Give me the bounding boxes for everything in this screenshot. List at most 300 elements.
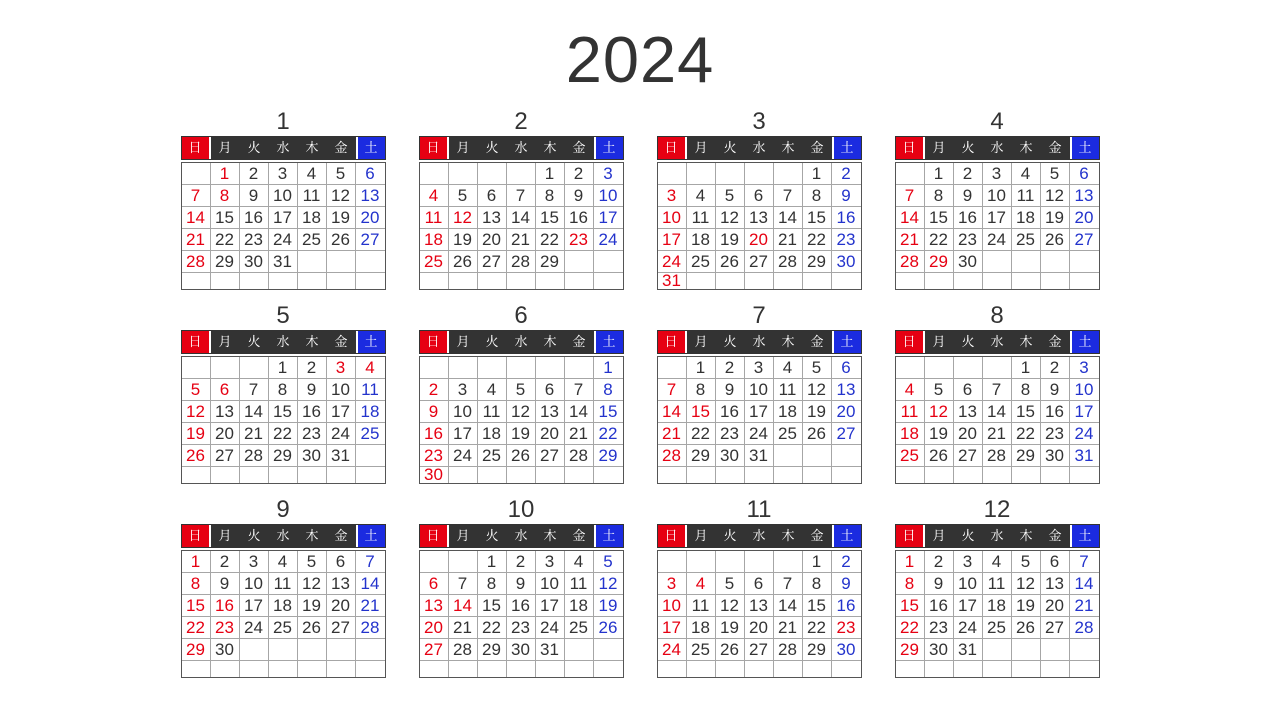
- date-cell: 23: [716, 423, 745, 445]
- date-cell: 29: [896, 639, 925, 661]
- date-cell: 11: [478, 401, 507, 423]
- date-cell: 13: [745, 207, 774, 229]
- weekday-thursday-label: 木: [1019, 528, 1033, 543]
- date-cell: 26: [925, 445, 954, 467]
- weekday-sunday-label: 日: [896, 331, 925, 353]
- weekday-saturday-label: 土: [1070, 331, 1099, 353]
- empty-cell: [687, 467, 716, 483]
- empty-cell: [594, 639, 623, 661]
- weekday-sunday-label: 日: [658, 525, 687, 547]
- date-cell: 28: [356, 617, 385, 639]
- weekday-saturday-label: 土: [594, 525, 623, 547]
- date-cell: 12: [507, 401, 536, 423]
- date-cell: 21: [774, 617, 803, 639]
- empty-cell: [478, 163, 507, 185]
- date-cell: 7: [507, 185, 536, 207]
- date-cell: 7: [1070, 551, 1099, 573]
- date-cell: 25: [687, 251, 716, 273]
- weekday-monday-label: 月: [218, 140, 232, 155]
- date-cell: 15: [269, 401, 298, 423]
- weekday-friday-label: 金: [810, 140, 824, 155]
- weekday-wednesday-label: 水: [990, 528, 1004, 543]
- date-cell: 10: [594, 185, 623, 207]
- date-cell: 8: [536, 185, 565, 207]
- date-cell: 21: [356, 595, 385, 617]
- empty-cell: [774, 661, 803, 677]
- weekday-thursday-label: 木: [305, 528, 319, 543]
- date-cell: 14: [896, 207, 925, 229]
- empty-cell: [658, 467, 687, 483]
- date-cell: 20: [327, 595, 356, 617]
- date-cell: 11: [565, 573, 594, 595]
- date-cell: 1: [1012, 357, 1041, 379]
- empty-cell: [983, 639, 1012, 661]
- weekday-saturday-label: 土: [594, 331, 623, 353]
- date-cell: 12: [594, 573, 623, 595]
- date-cell: 19: [298, 595, 327, 617]
- date-cell: 30: [716, 445, 745, 467]
- weekday-friday-label: 金: [810, 334, 824, 349]
- date-cell: 24: [536, 617, 565, 639]
- date-cell: 7: [356, 551, 385, 573]
- empty-cell: [983, 661, 1012, 677]
- empty-cell: [745, 551, 774, 573]
- date-cell: 9: [420, 401, 449, 423]
- empty-cell: [1070, 273, 1099, 289]
- weekday-header: [419, 136, 624, 160]
- date-cell: 14: [182, 207, 211, 229]
- date-cell: 24: [745, 423, 774, 445]
- weekday-thursday-label: 木: [1019, 334, 1033, 349]
- empty-cell: [774, 551, 803, 573]
- date-cell: 22: [803, 617, 832, 639]
- empty-cell: [507, 467, 536, 483]
- date-cell: 17: [745, 401, 774, 423]
- date-cell: 26: [449, 251, 478, 273]
- month-body: [419, 162, 624, 290]
- month-block: [895, 108, 1100, 290]
- empty-cell: [240, 467, 269, 483]
- weekday-wednesday-label: 水: [276, 528, 290, 543]
- empty-cell: [1041, 251, 1070, 273]
- month-title: 8: [990, 302, 1004, 329]
- empty-cell: [594, 467, 623, 483]
- date-cell: 4: [420, 185, 449, 207]
- empty-cell: [182, 357, 211, 379]
- date-cell: 5: [716, 185, 745, 207]
- date-cell: 4: [356, 357, 385, 379]
- empty-cell: [478, 273, 507, 289]
- date-cell: 14: [240, 401, 269, 423]
- date-cell: 23: [211, 617, 240, 639]
- month-body: [657, 162, 862, 290]
- date-cell: 27: [327, 617, 356, 639]
- date-cell: 27: [954, 445, 983, 467]
- month-block: [181, 496, 386, 678]
- date-cell: 23: [507, 617, 536, 639]
- date-cell: 7: [449, 573, 478, 595]
- date-cell: 17: [1070, 401, 1099, 423]
- empty-cell: [269, 273, 298, 289]
- date-cell: 17: [536, 595, 565, 617]
- date-cell: 21: [983, 423, 1012, 445]
- date-cell: 24: [658, 251, 687, 273]
- date-cell: 2: [832, 551, 861, 573]
- date-cell: 25: [774, 423, 803, 445]
- empty-cell: [954, 661, 983, 677]
- date-cell: 15: [594, 401, 623, 423]
- empty-cell: [832, 661, 861, 677]
- weekday-wednesday-label: 水: [514, 528, 528, 543]
- date-cell: 8: [594, 379, 623, 401]
- empty-cell: [983, 357, 1012, 379]
- empty-cell: [240, 273, 269, 289]
- date-cell: 21: [896, 229, 925, 251]
- month-block: [895, 302, 1100, 484]
- date-cell: 30: [420, 467, 449, 483]
- month-body: [181, 356, 386, 484]
- date-cell: 24: [954, 617, 983, 639]
- date-cell: 9: [507, 573, 536, 595]
- month-title: 3: [752, 108, 766, 135]
- date-cell: 13: [1041, 573, 1070, 595]
- weekday-header: [657, 330, 862, 354]
- date-cell: 13: [356, 185, 385, 207]
- empty-cell: [925, 467, 954, 483]
- month-title: 12: [983, 496, 1011, 523]
- empty-cell: [745, 467, 774, 483]
- empty-cell: [687, 163, 716, 185]
- date-cell: 20: [356, 207, 385, 229]
- weekday-wednesday-label: 水: [990, 140, 1004, 155]
- weekday-saturday-label: 土: [1070, 525, 1099, 547]
- date-cell: 8: [182, 573, 211, 595]
- empty-cell: [449, 661, 478, 677]
- empty-cell: [565, 661, 594, 677]
- date-cell: 4: [687, 573, 716, 595]
- date-cell: 19: [716, 229, 745, 251]
- date-cell: 13: [832, 379, 861, 401]
- weekday-sunday-label: 日: [420, 331, 449, 353]
- month-body: [181, 550, 386, 678]
- date-cell: 18: [687, 617, 716, 639]
- weekday-header: [181, 524, 386, 548]
- date-cell: 19: [449, 229, 478, 251]
- empty-cell: [687, 661, 716, 677]
- date-cell: 2: [211, 551, 240, 573]
- date-cell: 8: [269, 379, 298, 401]
- weekday-tuesday-label: 火: [247, 334, 261, 349]
- date-cell: 29: [536, 251, 565, 273]
- date-cell: 26: [327, 229, 356, 251]
- date-cell: 24: [240, 617, 269, 639]
- date-cell: 5: [298, 551, 327, 573]
- date-cell: 26: [803, 423, 832, 445]
- empty-cell: [327, 251, 356, 273]
- empty-cell: [925, 661, 954, 677]
- month-title: 1: [276, 108, 290, 135]
- date-cell: 16: [832, 207, 861, 229]
- date-cell: 25: [298, 229, 327, 251]
- empty-cell: [565, 639, 594, 661]
- date-cell: 15: [211, 207, 240, 229]
- date-cell: 19: [594, 595, 623, 617]
- date-cell: 30: [240, 251, 269, 273]
- date-cell: 15: [803, 595, 832, 617]
- date-cell: 14: [658, 401, 687, 423]
- empty-cell: [658, 551, 687, 573]
- month-body: [181, 162, 386, 290]
- weekday-sunday-label: 日: [182, 525, 211, 547]
- date-cell: 3: [745, 357, 774, 379]
- date-cell: 23: [298, 423, 327, 445]
- weekday-tuesday-label: 火: [961, 140, 975, 155]
- date-cell: 7: [896, 185, 925, 207]
- date-cell: 13: [745, 595, 774, 617]
- weekday-header: [657, 136, 862, 160]
- empty-cell: [327, 661, 356, 677]
- weekday-tuesday-label: 火: [723, 334, 737, 349]
- date-cell: 30: [1041, 445, 1070, 467]
- empty-cell: [774, 445, 803, 467]
- date-cell: 20: [745, 617, 774, 639]
- date-cell: 31: [954, 639, 983, 661]
- empty-cell: [565, 251, 594, 273]
- empty-cell: [1041, 467, 1070, 483]
- date-cell: 1: [803, 551, 832, 573]
- date-cell: 18: [565, 595, 594, 617]
- date-cell: 12: [803, 379, 832, 401]
- date-cell: 26: [716, 639, 745, 661]
- empty-cell: [896, 357, 925, 379]
- date-cell: 21: [1070, 595, 1099, 617]
- date-cell: 28: [240, 445, 269, 467]
- weekday-wednesday-label: 水: [990, 334, 1004, 349]
- date-cell: 28: [896, 251, 925, 273]
- empty-cell: [507, 273, 536, 289]
- date-cell: 6: [478, 185, 507, 207]
- date-cell: 28: [449, 639, 478, 661]
- date-cell: 29: [211, 251, 240, 273]
- empty-cell: [420, 163, 449, 185]
- date-cell: 24: [449, 445, 478, 467]
- date-cell: 2: [420, 379, 449, 401]
- weekday-saturday-label: 土: [594, 137, 623, 159]
- date-cell: 15: [896, 595, 925, 617]
- date-cell: 27: [1070, 229, 1099, 251]
- date-cell: 26: [507, 445, 536, 467]
- date-cell: 1: [269, 357, 298, 379]
- empty-cell: [832, 445, 861, 467]
- date-cell: 30: [211, 639, 240, 661]
- date-cell: 11: [687, 595, 716, 617]
- date-cell: 25: [687, 639, 716, 661]
- date-cell: 24: [269, 229, 298, 251]
- empty-cell: [896, 273, 925, 289]
- date-cell: 30: [954, 251, 983, 273]
- date-cell: 3: [983, 163, 1012, 185]
- empty-cell: [896, 467, 925, 483]
- month-block: [181, 108, 386, 290]
- date-cell: 14: [1070, 573, 1099, 595]
- date-cell: 5: [1041, 163, 1070, 185]
- date-cell: 17: [658, 229, 687, 251]
- weekday-monday-label: 月: [932, 334, 946, 349]
- date-cell: 23: [954, 229, 983, 251]
- date-cell: 11: [687, 207, 716, 229]
- date-cell: 2: [240, 163, 269, 185]
- date-cell: 28: [658, 445, 687, 467]
- weekday-thursday-label: 木: [781, 528, 795, 543]
- date-cell: 20: [536, 423, 565, 445]
- date-cell: 6: [356, 163, 385, 185]
- date-cell: 6: [1041, 551, 1070, 573]
- date-cell: 29: [478, 639, 507, 661]
- date-cell: 2: [565, 163, 594, 185]
- weekday-friday-label: 金: [572, 528, 586, 543]
- date-cell: 18: [774, 401, 803, 423]
- empty-cell: [1070, 639, 1099, 661]
- date-cell: 27: [478, 251, 507, 273]
- date-cell: 10: [536, 573, 565, 595]
- empty-cell: [594, 661, 623, 677]
- date-cell: 10: [240, 573, 269, 595]
- date-cell: 17: [240, 595, 269, 617]
- date-cell: 17: [658, 617, 687, 639]
- month-block: [657, 302, 862, 484]
- date-cell: 24: [983, 229, 1012, 251]
- date-cell: 19: [925, 423, 954, 445]
- weekday-wednesday-label: 水: [752, 334, 766, 349]
- empty-cell: [832, 273, 861, 289]
- date-cell: 27: [211, 445, 240, 467]
- date-cell: 11: [774, 379, 803, 401]
- date-cell: 9: [832, 185, 861, 207]
- empty-cell: [182, 163, 211, 185]
- date-cell: 5: [925, 379, 954, 401]
- weekday-monday-label: 月: [694, 528, 708, 543]
- date-cell: 27: [745, 639, 774, 661]
- date-cell: 21: [449, 617, 478, 639]
- weekday-monday-label: 月: [932, 140, 946, 155]
- date-cell: 14: [565, 401, 594, 423]
- date-cell: 12: [449, 207, 478, 229]
- date-cell: 28: [1070, 617, 1099, 639]
- date-cell: 15: [687, 401, 716, 423]
- date-cell: 6: [745, 573, 774, 595]
- empty-cell: [774, 163, 803, 185]
- date-cell: 16: [420, 423, 449, 445]
- empty-cell: [1070, 661, 1099, 677]
- empty-cell: [356, 445, 385, 467]
- empty-cell: [327, 467, 356, 483]
- date-cell: 9: [1041, 379, 1070, 401]
- date-cell: 5: [1012, 551, 1041, 573]
- date-cell: 23: [1041, 423, 1070, 445]
- date-cell: 1: [687, 357, 716, 379]
- empty-cell: [478, 467, 507, 483]
- empty-cell: [182, 273, 211, 289]
- date-cell: 10: [983, 185, 1012, 207]
- empty-cell: [1012, 639, 1041, 661]
- date-cell: 4: [774, 357, 803, 379]
- date-cell: 9: [832, 573, 861, 595]
- empty-cell: [716, 163, 745, 185]
- date-cell: 18: [356, 401, 385, 423]
- date-cell: 7: [240, 379, 269, 401]
- date-cell: 14: [774, 595, 803, 617]
- date-cell: 17: [983, 207, 1012, 229]
- date-cell: 26: [298, 617, 327, 639]
- date-cell: 9: [565, 185, 594, 207]
- date-cell: 10: [1070, 379, 1099, 401]
- weekday-sunday-label: 日: [896, 137, 925, 159]
- empty-cell: [1070, 251, 1099, 273]
- empty-cell: [832, 467, 861, 483]
- empty-cell: [716, 273, 745, 289]
- empty-cell: [507, 357, 536, 379]
- empty-cell: [298, 639, 327, 661]
- date-cell: 5: [803, 357, 832, 379]
- date-cell: 22: [1012, 423, 1041, 445]
- date-cell: 25: [420, 251, 449, 273]
- weekday-saturday-label: 土: [832, 331, 861, 353]
- weekday-thursday-label: 木: [543, 334, 557, 349]
- date-cell: 2: [925, 551, 954, 573]
- date-cell: 23: [832, 617, 861, 639]
- empty-cell: [1012, 251, 1041, 273]
- date-cell: 21: [774, 229, 803, 251]
- weekday-thursday-label: 木: [543, 528, 557, 543]
- date-cell: 11: [896, 401, 925, 423]
- empty-cell: [327, 273, 356, 289]
- date-cell: 13: [536, 401, 565, 423]
- empty-cell: [211, 661, 240, 677]
- empty-cell: [240, 661, 269, 677]
- month-body: [895, 550, 1100, 678]
- empty-cell: [658, 661, 687, 677]
- date-cell: 18: [478, 423, 507, 445]
- date-cell: 4: [983, 551, 1012, 573]
- weekday-thursday-label: 木: [781, 334, 795, 349]
- date-cell: 22: [687, 423, 716, 445]
- month-title: 2: [514, 108, 528, 135]
- month-body: [419, 356, 624, 484]
- empty-cell: [449, 551, 478, 573]
- date-cell: 25: [565, 617, 594, 639]
- date-cell: 6: [211, 379, 240, 401]
- date-cell: 16: [211, 595, 240, 617]
- empty-cell: [745, 273, 774, 289]
- weekday-friday-label: 金: [334, 528, 348, 543]
- date-cell: 1: [896, 551, 925, 573]
- year-title: 2024: [565, 23, 715, 96]
- date-cell: 30: [832, 639, 861, 661]
- empty-cell: [211, 357, 240, 379]
- date-cell: 9: [298, 379, 327, 401]
- empty-cell: [983, 467, 1012, 483]
- empty-cell: [356, 639, 385, 661]
- date-cell: 3: [240, 551, 269, 573]
- date-cell: 20: [832, 401, 861, 423]
- date-cell: 8: [211, 185, 240, 207]
- date-cell: 23: [925, 617, 954, 639]
- date-cell: 26: [182, 445, 211, 467]
- empty-cell: [774, 273, 803, 289]
- empty-cell: [983, 273, 1012, 289]
- empty-cell: [803, 445, 832, 467]
- date-cell: 17: [954, 595, 983, 617]
